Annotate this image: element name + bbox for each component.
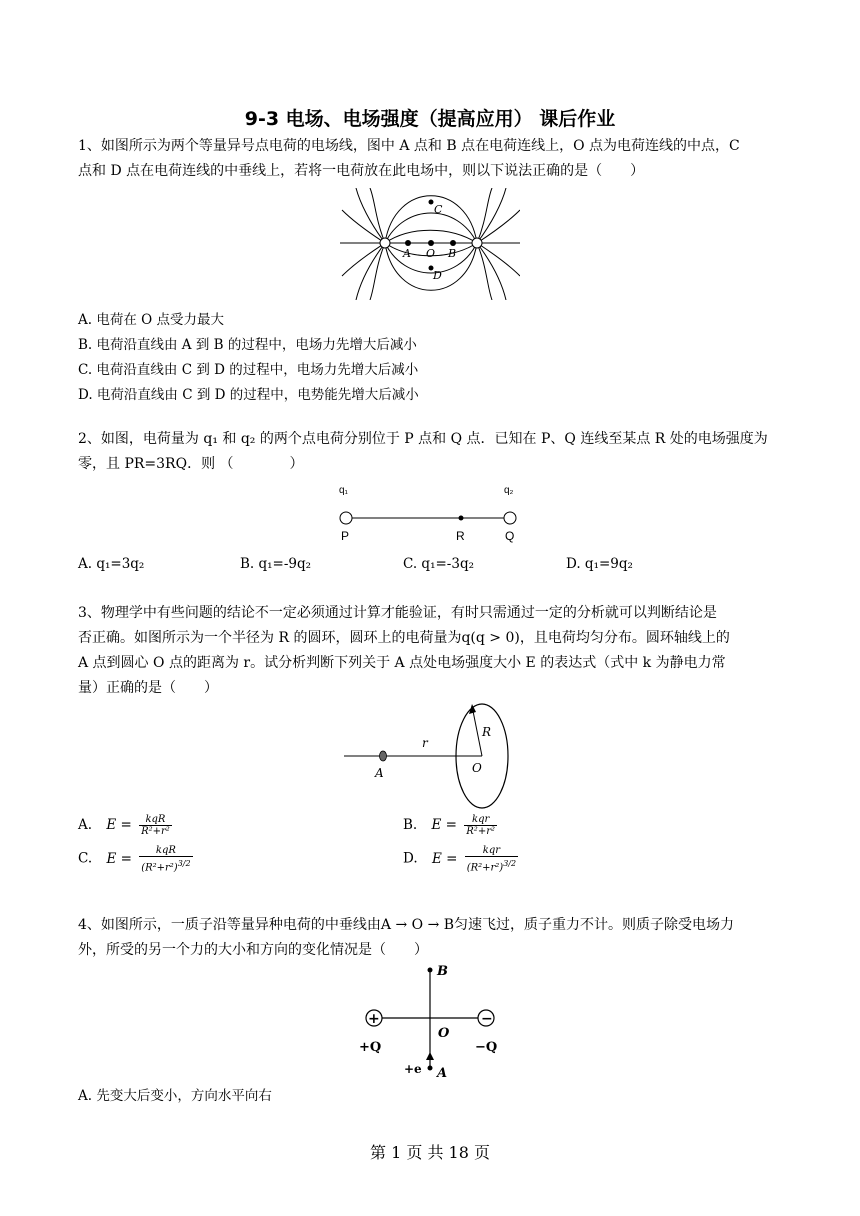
q3-stem-line2: 否正确。如图所示为一个半径为 R 的圆环，圆环上的电荷量为q(q > 0)，且电荷均匀分布。圆环轴线上的 xyxy=(78,630,730,646)
q3-label-o: O xyxy=(472,761,482,775)
q1-stem-line1: 1、如图所示为两个等量异号点电荷的电场线，图中 A 点和 B 点在电荷连线上，O 点为电荷连线的中点，C xyxy=(78,138,740,154)
q1-label-c: C xyxy=(434,203,443,216)
q2-option-a[interactable]: A. q₁=3q₂ xyxy=(78,556,145,572)
q3-option-c-exp: 3/2 xyxy=(177,859,191,868)
q3-option-d-num: kqr xyxy=(465,845,518,857)
q1-option-b[interactable]: B. 电荷沿直线由 A 到 B 的过程中，电场力先增大后减小 xyxy=(78,337,417,353)
q2-charges-figure xyxy=(334,480,524,546)
q1-label-o: O xyxy=(426,247,436,260)
q2-option-d[interactable]: D. q₁=9q₂ xyxy=(566,556,633,572)
q3-option-a[interactable] xyxy=(78,814,172,837)
q3-option-d[interactable] xyxy=(403,845,518,873)
q3-option-d-exp: 3/2 xyxy=(503,859,517,868)
q1-label-a: A xyxy=(403,247,411,260)
q2-option-b[interactable]: B. q₁=-9q₂ xyxy=(240,556,312,572)
q3-option-c-lhs: E = xyxy=(106,850,132,867)
q1-stem-line2: 点和 D 点在电荷连线的中垂线上，若将一电荷放在此电场中，则以下说法正确的是（ ） xyxy=(78,163,645,179)
q3-option-b-letter: B. xyxy=(403,817,418,833)
q3-label-r: r xyxy=(422,736,428,750)
q4-plus-sign: + xyxy=(368,1011,380,1027)
q1-stem xyxy=(78,134,788,184)
q3-option-d-letter: D. xyxy=(403,850,418,867)
q4-label-b: B xyxy=(437,964,448,979)
q1-option-d[interactable]: D. 电荷沿直线由 C 到 D 的过程中，电势能先增大后减小 xyxy=(78,387,419,403)
q3-option-a-den: R²+r² xyxy=(141,826,170,837)
q1-label-d: D xyxy=(433,269,442,282)
q3-option-b[interactable] xyxy=(403,814,497,837)
q3-option-b-lhs: E = xyxy=(431,817,457,833)
q4-label-a: A xyxy=(437,1066,448,1080)
q3-stem-line3: A 点到圆心 O 点的距离为 r。试分析判断下列关于 A 点处电场强度大小 E 的表达式（式中 k 为静电力常 xyxy=(78,655,726,671)
q2-label-p: P xyxy=(341,529,350,543)
q4-label-minus-q: −Q xyxy=(475,1040,498,1055)
q1-option-a[interactable]: A. 电荷在 O 点受力最大 xyxy=(78,312,224,328)
q3-label-a: A xyxy=(375,766,384,780)
q2-label-q1: q₁ xyxy=(339,485,348,496)
q2-label-r: R xyxy=(456,529,465,543)
q2-option-c[interactable]: C. q₁=-3q₂ xyxy=(403,556,475,572)
q3-option-d-den: (R²+r²) xyxy=(466,862,504,874)
q2-stem xyxy=(78,427,788,477)
q4-option-a[interactable]: A. 先变大后变小，方向水平向右 xyxy=(78,1088,272,1104)
q3-stem xyxy=(78,601,788,701)
q3-option-a-letter: A. xyxy=(78,817,93,833)
q4-stem xyxy=(78,913,788,963)
q3-option-c-letter: C. xyxy=(78,850,93,867)
q4-stem-line2: 外，所受的另一个力的大小和方向的变化情况是（ ） xyxy=(78,942,428,958)
page-title: 9-3 电场、电场强度（提高应用） 课后作业 xyxy=(244,108,616,130)
q3-option-b-den: R²+r² xyxy=(466,826,495,837)
q1-left-charge xyxy=(380,238,390,248)
q2-label-q2: q₂ xyxy=(504,485,514,496)
q3-option-c[interactable] xyxy=(78,845,193,873)
q4-charges-figure xyxy=(352,964,512,1080)
q3-ring-figure xyxy=(342,700,542,810)
q1-right-charge xyxy=(472,238,482,248)
q1-option-c[interactable]: C. 电荷沿直线由 C 到 D 的过程中，电场力先增大后减小 xyxy=(78,362,419,378)
q1-field-lines-figure xyxy=(340,188,520,300)
q3-option-a-lhs: E = xyxy=(106,817,132,833)
q4-label-plus-q: +Q xyxy=(359,1040,382,1055)
q3-stem-line1: 3、物理学中有些问题的结论不一定必须通过计算才能验证，有时只需通过一定的分析就可以判断结论是 xyxy=(78,605,717,621)
q1-label-b: B xyxy=(448,247,457,260)
q3-option-a-num: kqR xyxy=(139,814,172,826)
q3-option-b-num: kqr xyxy=(464,814,497,826)
q4-minus-sign: − xyxy=(481,1011,493,1027)
q4-label-o: O xyxy=(438,1026,450,1041)
q3-option-d-lhs: E = xyxy=(431,850,458,867)
q3-label-big-r: R xyxy=(482,725,492,739)
q3-stem-line4: 量）正确的是（ ） xyxy=(78,680,218,696)
q4-label-e: +e xyxy=(404,1062,422,1076)
q3-option-c-den: (R²+r²) xyxy=(141,862,178,874)
page-footer: 第 1 页 共 18 页 xyxy=(370,1143,490,1162)
q2-stem-line1: 2、如图，电荷量为 q₁ 和 q₂ 的两个点电荷分别位于 P 点和 Q 点．已知在 P、Q 连线至某点 R 处的电场强度为 xyxy=(78,431,768,447)
q2-label-q: Q xyxy=(505,529,515,543)
q4-stem-line1: 4、如图所示，一质子沿等量异种电荷的中垂线由A → O → B匀速飞过，质子重力不计。则质子除受电场力 xyxy=(78,917,735,933)
q2-stem-line2: 零，且 PR=3RQ．则 （ ） xyxy=(78,456,304,472)
q3-option-c-num: kqR xyxy=(139,845,192,857)
